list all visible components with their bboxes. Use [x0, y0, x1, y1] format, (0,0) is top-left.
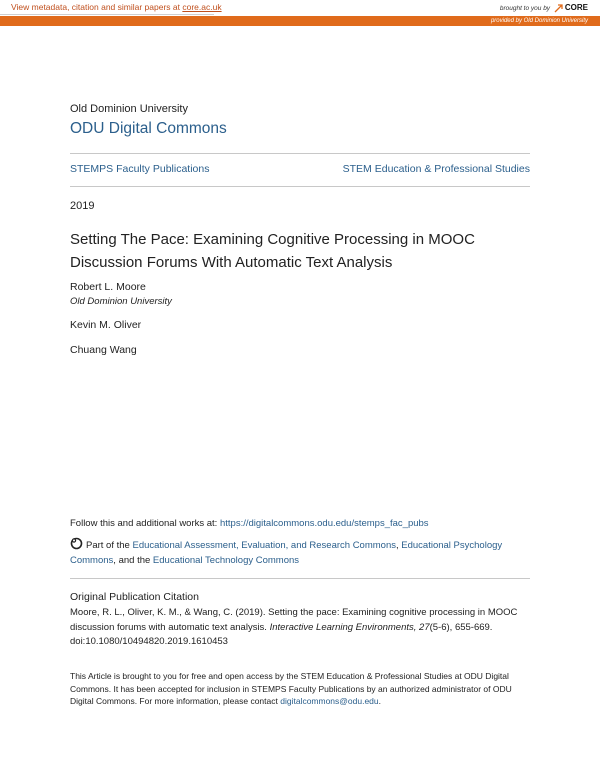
- follow-text: Follow this and additional works at:: [70, 518, 220, 529]
- citation-heading: Original Publication Citation: [70, 591, 199, 603]
- follow-link[interactable]: https://digitalcommons.odu.edu/stemps_fac_pubs: [219, 518, 429, 529]
- core-logo-icon: [554, 4, 563, 13]
- brought-to-you-text: brought to you by: [499, 5, 551, 12]
- notice-text: This Article is brought to you for free and open access by the STEM Education & Professional Studies at ODU Digital Commons. It has been accepted for inclusion in STEMPS Faculty Publications by an authorized administrator of ODU Digital Commons. For more information, please contact: [70, 671, 512, 706]
- author-affiliation: Old Dominion University: [70, 296, 172, 307]
- citation-tail: (5-6), 655-669. doi:10.1080/10494820.2019.1610453: [70, 621, 493, 647]
- provided-by-bar: [0, 16, 600, 26]
- series-link-stemps[interactable]: STEMPS Faculty Publications: [70, 163, 210, 175]
- divider: [70, 578, 530, 579]
- part-of-commons: [70, 537, 530, 568]
- author-name: Robert L. Moore: [70, 281, 146, 293]
- creative-commons-icon: [70, 537, 83, 550]
- contact-email-link[interactable]: digitalcommons@odu.edu: [280, 696, 379, 706]
- part-of-prefix: Part of the: [86, 540, 133, 551]
- core-logo-text: CORE: [564, 3, 588, 12]
- core-banner: [0, 0, 600, 26]
- core-ac-uk-link[interactable]: core.ac.uk: [182, 2, 222, 12]
- commons-link-psychology[interactable]: Educational Psychology Commons: [70, 540, 503, 566]
- citation-journal: Interactive Learning Environments, 27: [269, 621, 430, 633]
- core-brought-by[interactable]: [500, 2, 588, 14]
- article-title: Setting The Pace: Examining Cognitive Processing in MOOC Discussion Forums With Automatic Text Analysis: [70, 231, 475, 271]
- follow-line: [70, 518, 429, 529]
- repository-title-link[interactable]: ODU Digital Commons: [70, 120, 227, 137]
- publication-year: 2019: [70, 200, 95, 212]
- commons-link-technology[interactable]: Educational Technology Commons: [152, 555, 300, 566]
- access-notice: [70, 670, 530, 708]
- core-metadata-link[interactable]: [0, 0, 222, 15]
- series-link-stem-education[interactable]: STEM Education & Professional Studies: [342, 163, 530, 175]
- author-name: Chuang Wang: [70, 344, 137, 356]
- commons-link-assessment[interactable]: Educational Assessment, Evaluation, and Research Commons: [132, 540, 396, 551]
- provided-by-text: provided by Old Dominion University: [490, 18, 588, 24]
- divider: [70, 153, 530, 154]
- institution-name: Old Dominion University: [70, 103, 188, 115]
- part-of-separator: ,: [395, 540, 402, 551]
- part-of-separator: , and the: [113, 555, 153, 566]
- citation-body: Moore, R. L., Oliver, K. M., & Wang, C. (2019). Setting the pace: Examining cognitive processing in MOOC discussion forums with automatic text analysis.: [70, 607, 518, 633]
- citation-text: [70, 606, 530, 650]
- author-name: Kevin M. Oliver: [70, 319, 142, 331]
- notice-end: .: [378, 696, 382, 706]
- divider: [70, 186, 530, 187]
- core-metadata-text: View metadata, citation and similar papers at: [11, 2, 183, 12]
